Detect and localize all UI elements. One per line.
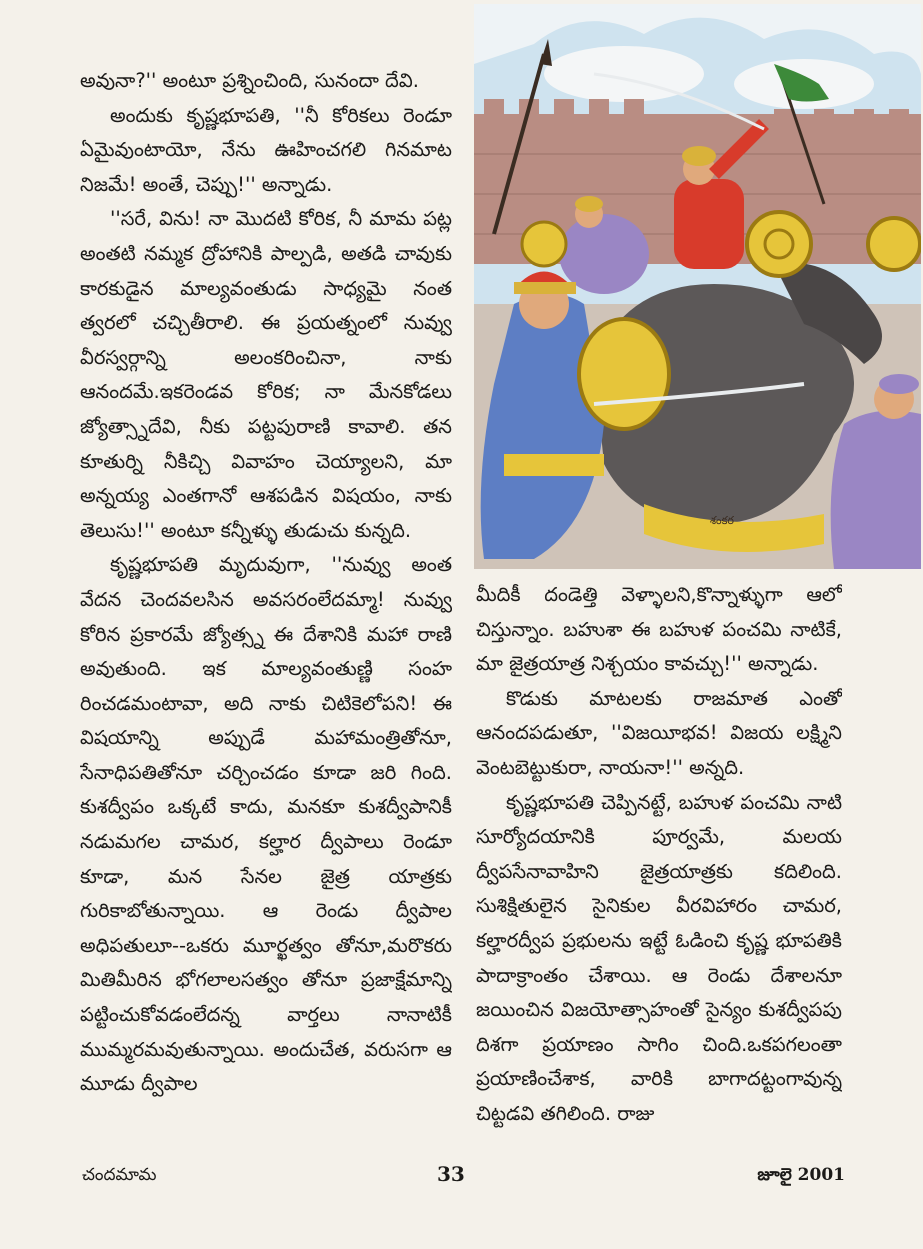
- magazine-name: చందమామ: [82, 1165, 157, 1185]
- paragraph: కొడుకు మాటలకు రాజమాత ఎంతో ఆనందపడుతూ, ''విజయీభవ! విజయ లక్ష్మిని వెంటబెట్టుకురా, నాయనా!'' అన్నది.: [476, 686, 842, 779]
- paragraph: అందుకు కృష్ణభూపతి, ''నీ కోరికలు రెండూ ఏమైవుంటాయో, నేను ఊహించగలి గినమాట నిజమే! అంతే, చెప్పు!'' అన్నాడు.: [80, 103, 452, 196]
- artist-signature: శంకర: [710, 514, 734, 527]
- paragraph: అవునా?'' అంటూ ప్రశ్నించింది, సునందా దేవి.: [80, 69, 419, 92]
- left-text-column: [80, 64, 452, 1154]
- battle-scene-illustration: [474, 4, 921, 569]
- paragraph: మీదికీ దండెత్తి వెళ్ళాలని,కొన్నాళ్ళుగా ఆలో చిస్తున్నాం. బహుశా ఈ బహుళ పంచమి నాటికే, మా జైత్రయాత్ర నిశ్చయం కావచ్చు!'' అన్నాడు.: [476, 583, 842, 676]
- right-text-column: [476, 578, 842, 1153]
- paragraph: కృష్ణభూపతి చెప్పినట్టే, బహుళ పంచమి నాటి సూర్యోదయానికి పూర్వమే, మలయ ద్వీపసేనావాహిని జైత్రయాత్రకు కదిలింది. సుశిక్షితులైన సైనికుల వీరవిహారం చామర, కల్హారద్వీప ప్రభులను ఇట్టే ఓడించి కృష్ణ భూపతికి పాదాక్రాంతం చేశాయి. ఆ రెండు దేశాలనూ జయించిన విజయోత్సాహంతో సైన్యం కుశద్వీపపు దిశగా ప్రయాణం సాగిం చింది.ఒకపగలంతా ప్రయాణించేశాక, వారికి బాగాదట్టంగావున్న చిట్టడవి తగిలింది. రాజు: [476, 790, 842, 1125]
- page-number: 33: [437, 1162, 465, 1186]
- issue-date: జూలై 2001: [757, 1165, 845, 1185]
- paragraph: ''సరే, విను! నా మొదటి కోరిక, నీ మామ పట్ల అంతటి నమ్మక ద్రోహానికి పాల్పడి, అతడి చావుకు కారకుడైన మాల్యవంతుడు సాధ్యమై నంత త్వరలో చచ్చితీరాలి. ఈ ప్రయత్నంలో నువ్వు వీరస్వర్గాన్ని అలంకరించినా, నాకు ఆనందమే.ఇకరెండవ కోరిక; నా మేనకోడలు జ్యోత్స్నాదేవి, నీకు పట్టపురాణి కావాలి. తన కూతుర్ని నీకిచ్చి వివాహం చెయ్యాలని, మా అన్నయ్య ఎంతగానో ఆశపడిన విషయం, నాకు తెలుసు!'' అంటూ కన్నీళ్ళు తుడుచు కున్నది.: [80, 207, 452, 542]
- paragraph: కృష్ణభూపతి మృదువుగా, ''నువ్వు అంత వేదన చెందవలసిన అవసరంలేదమ్మా! నువ్వు కోరిన ప్రకారమే జ్యోత్స్న ఈ దేశానికి మహా రాణి అవుతుంది. ఇక మాల్యవంతుణ్ణి సంహ రించడమంటావా, అది నాకు చిటికెలోపని! ఈ విషయాన్ని అప్పుడే మహామంత్రితోనూ, సేనాధిపతితోనూ చర్చించడం కూడా జరి గింది. కుశద్వీపం ఒక్కటే కాదు, మనకూ కుశద్వీపానికీ నడుమగల చామర, కల్హార ద్వీపాలు రెండూ కూడా, మన సేనల జైత్ర యాత్రకు గురికాబోతున్నాయి. ఆ రెండు ద్వీపాల అధిపతులూ--ఒకరు మూర్ఖత్వం తోనూ,మరొకరు మితిమీరిన భోగలాలసత్వం తోనూ ప్రజాక్షేమాన్ని పట్టించుకోవడంలేదన్న వార్తలు నానాటికీ ముమ్మరమవుతున్నాయి. అందుచేత, వరుసగా ఆ మూడు ద్వీపాల: [80, 553, 452, 1096]
